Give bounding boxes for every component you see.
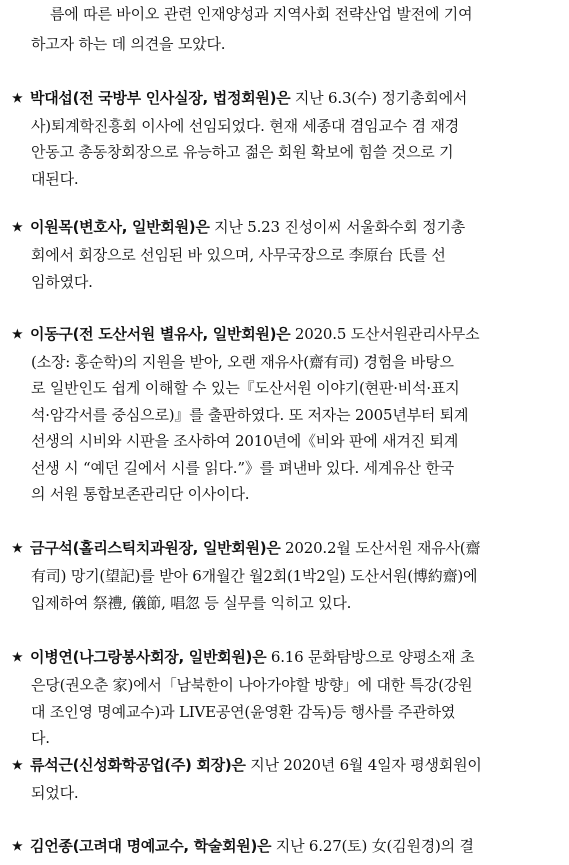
entry-1-line-1: 사)퇴계학진흥회 이사에 선임되었다. 현재 세종대 겸임교수 겸 재경: [31, 117, 460, 135]
entry-3-line-5: 선생 시 “예던 길에서 시를 읽다.”》를 펴낸바 있다. 세계유산 한국: [31, 459, 454, 477]
star-bullet-icon: ★: [12, 327, 23, 341]
star-bullet-icon: ★: [12, 220, 23, 234]
entry-3-line-2: 로 일반인도 쉽게 이해할 수 있는『도산서원 이야기(현판·비석·표지: [31, 379, 460, 397]
star-bullet-icon: ★: [12, 91, 23, 105]
entry-4-first-line: [12, 538, 480, 559]
entry-6-line-1: 되었다.: [31, 784, 79, 802]
entry-4-line-2: 입제하여 祭禮, 儀節, 唱忽 등 실무를 익히고 있다.: [31, 594, 352, 612]
entry-3-line-4: 선생의 시비와 시판을 조사하여 2010년에《비와 판에 새겨진 퇴계: [31, 432, 459, 450]
intro-line-2: 하고자 하는 데 의견을 모았다.: [31, 35, 226, 53]
entry-7-name: 김언종(고려대 명예교수, 학술회원)은: [30, 837, 272, 855]
entry-5-line-3: 다.: [31, 729, 50, 747]
entry-5-text-0: 6.16 문화탐방으로 양평소재 초: [266, 648, 475, 666]
star-bullet-icon: ★: [12, 758, 23, 772]
entry-1-text-0: 지난 6.3(수) 정기총회에서: [290, 89, 468, 107]
entry-6-text-0: 지난 2020년 6월 4일자 평생회원이: [245, 756, 482, 774]
entry-5-first-line: [12, 647, 474, 668]
entry-7-text-0: 지난 6.27(토) 女(김원경)의 결: [271, 837, 474, 855]
entry-6-name: 류석근(신성화학공업(주) 회장)은: [30, 756, 246, 774]
entry-5-name: 이병연(나그랑봉사회장, 일반회원)은: [30, 648, 267, 666]
entry-6-first-line: [12, 755, 482, 776]
entry-4-text-0: 2020.2월 도산서원 재유사(齋: [280, 539, 481, 557]
entry-3-name: 이동구(전 도산서원 별유사, 일반회원)은: [30, 325, 291, 343]
entry-4-line-1: 有司) 망기(望記)를 받아 6개월간 월2회(1박2일) 도산서원(博約齋)에: [31, 567, 478, 585]
entry-3-text-0: 2020.5 도산서원관리사무소: [290, 325, 480, 343]
entry-3-line-6: 의 서원 통합보존관리단 이사이다.: [31, 485, 250, 503]
entry-2-line-2: 임하였다.: [31, 273, 93, 291]
entry-4-name: 금구석(홀리스틱치과원장, 일반회원)은: [30, 539, 281, 557]
entry-3-line-3: 석·암각서를 중심으로)』를 출판하였다. 또 저자는 2005년부터 퇴계: [31, 406, 469, 424]
entry-2-text-0: 지난 5.23 진성이씨 서울화수회 정기총: [209, 218, 466, 236]
entry-2-line-1: 회에서 회장으로 선임된 바 있으며, 사무국장으로 李原台 氏를 선: [31, 246, 446, 264]
entry-3-line-1: (소장: 홍순학)의 지원을 받아, 오랜 재유사(齋有司) 경험을 바탕으: [31, 353, 454, 371]
entry-1-line-2: 안동고 총동창회장으로 유능하고 젊은 회원 확보에 힘쓸 것으로 기: [31, 143, 454, 161]
entry-5-line-1: 은당(권오춘 家)에서「남북한이 나아가야할 방향」에 대한 특강(강원: [31, 676, 473, 694]
entry-2-name: 이원목(변호사, 일반회원)은: [30, 218, 210, 236]
entry-1-name: 박대섭(전 국방부 인사실장, 법정회원)은: [30, 89, 291, 107]
star-bullet-icon: ★: [12, 650, 23, 664]
star-bullet-icon: ★: [12, 541, 23, 555]
entry-1-line-3: 대된다.: [31, 170, 79, 188]
intro-line-1: 름에 따른 바이오 관련 인재양성과 지역사회 전략산업 발전에 기여: [50, 5, 473, 23]
entry-7-first-line: [12, 836, 474, 857]
entry-2-first-line: [12, 217, 465, 238]
entry-5-line-2: 대 조인영 명예교수)과 LIVE공연(윤영환 감독)등 행사를 주관하였: [31, 703, 456, 721]
star-bullet-icon: ★: [12, 839, 23, 853]
entry-1-first-line: [12, 88, 467, 109]
entry-3-first-line: [12, 324, 479, 345]
